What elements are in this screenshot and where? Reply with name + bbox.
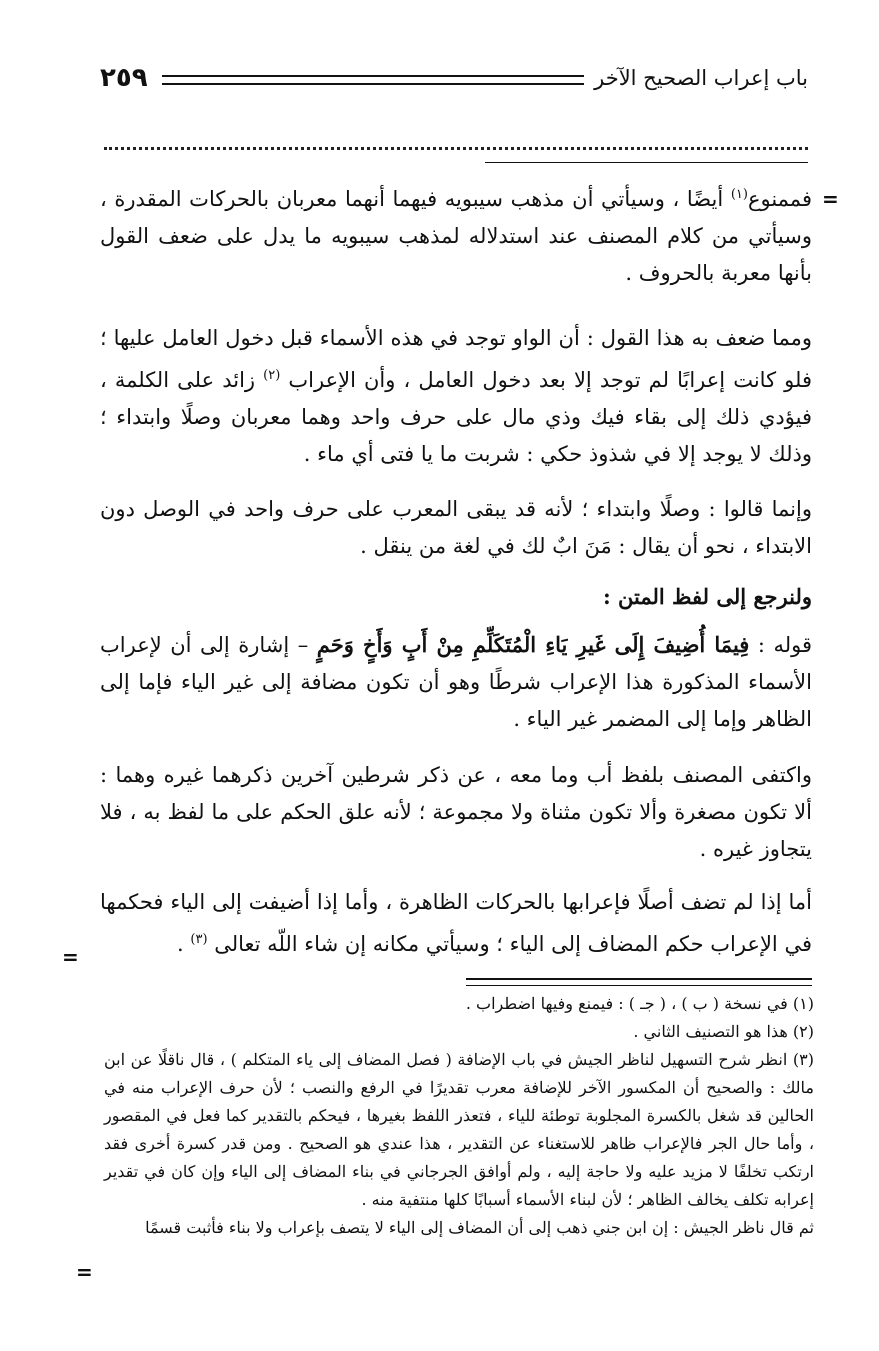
- page-header: [100, 58, 808, 98]
- footnote-ref-3: (٣): [190, 932, 208, 947]
- footnote-divider: [466, 978, 812, 986]
- paragraph-3-text: وإنما قالوا : وصلًا وابتداء ؛ لأنه قد يبقى المعرب على حرف واحد في الوصل دون الابتداء ، نحو أن يقال : مَنَ ابٌ لك في لغة من ينقل .: [100, 497, 812, 558]
- footnote-2: (٢) هذا هو التصنيف الثاني .: [633, 1022, 814, 1041]
- paragraph-1: [100, 176, 812, 292]
- chapter-title: باب إعراب الصحيح الآخر: [594, 66, 808, 90]
- section-heading: [100, 578, 812, 615]
- dotted-divider: [104, 147, 808, 150]
- paragraph-1-start: فممنوع: [747, 187, 812, 211]
- short-divider: [485, 162, 808, 163]
- paragraph-7-text: أما إذا لم تضف أصلًا فإعرابها بالحركات الظاهرة ، وأما إذا أضيفت إلى الياء فحكمها في الإعراب حكم المضاف إلى الياء ؛ وسيأتي مكانه إن شاء اللّه تعالى: [100, 890, 812, 956]
- continuation-mark-body-end: =: [62, 945, 79, 969]
- header-rule: [162, 75, 585, 85]
- footnote-ref-2: (٢): [263, 368, 281, 383]
- paragraph-6-text: واكتفى المصنف بلفظ أب وما معه ، عن ذكر شرطين آخرين ذكرهما غيره وهما : ألا تكون مصغرة وألا تكون مثناة ولا مجموعة ؛ لأنه علق الحكم على ما لفظ به ، فلا يتجاوز غيره .: [100, 763, 812, 861]
- paragraph-7: [100, 884, 812, 963]
- paragraph-3: [100, 491, 812, 565]
- paragraph-6: [100, 757, 812, 868]
- footnote-1: (١) في نسخة ( ب ) ، ( جـ ) : فيمنع وفيها اضطراب .: [465, 994, 814, 1013]
- continuation-mark: =: [822, 187, 839, 211]
- paragraph-7-end: .: [177, 932, 191, 956]
- page-number: ٢٥٩: [100, 63, 148, 93]
- paragraph-1-text: أيضًا ، وسيأتي أن مذهب سيبويه فيهما أنهما معربان بالحركات المقدرة ، وسيأتي من كلام المصنف عند استدلاله لمذهب سيبويه ما يدل على ضعف القول بأنها معربة بالحروف .: [100, 187, 812, 285]
- section-heading-text: ولنرجع إلى لفظ المتن :: [602, 584, 812, 609]
- paragraph-5-text: – إشارة إلى أن لإعراب الأسماء المذكورة هذا الإعراب شرطًا وهو أن تكون مضافة إلى غير الياء فإما إلى الظاهر وإما إلى المضمر غير الياء .: [100, 633, 812, 731]
- continuation-mark-footnote: =: [76, 1260, 93, 1284]
- paragraph-2-text: زائد على الكلمة ، فيؤدي ذلك إلى بقاء فيك وذي مال على حرف واحد وهما معربان وصلًا وابتداء ؛ وذلك لا يوجد إلا في شذوذ حكي : شربت ما يا فتى أي ماء .: [100, 368, 812, 466]
- paragraph-5-start: قوله :: [749, 633, 812, 657]
- paragraph-5: [100, 626, 812, 738]
- footnote-ref-1: (١): [730, 187, 748, 202]
- footnotes: [104, 990, 814, 1242]
- footnote-3-continuation: ثم قال ناظر الجيش : إن ابن جني ذهب إلى أن المضاف إلى الياء لا يتصف بإعراب ولا بناء فأثبت قسمًا: [145, 1218, 814, 1237]
- paragraph-2: [100, 320, 812, 473]
- paragraph-2-start: ومما ضعف به هذا القول : أن الواو توجد في هذه الأسماء قبل دخول العامل عليها ؛ فلو كانت إعرابًا لم توجد إلا بعد دخول العامل ، وأن الإعراب: [100, 326, 812, 392]
- matn-quote: فِيمَا أُضِيفَ إِلَى غَيرِ يَاءِ الْمُتَكَلِّمِ مِنْ أَبٍ وَأَخٍ وَحَمٍ: [316, 632, 750, 657]
- footnote-3: (٣) انظر شرح التسهيل لناظر الجيش في باب الإضافة ( فصل المضاف إلى ياء المتكلم ) ، قال ناقلًا عن ابن مالك : والصحيح أن المكسور الآخر للإضافة معرب تقديرًا في الرفع والنصب ؛ لأن حرف الإعراب منه في الحالين قد شغل بالكسرة المجلوبة توطئة للياء ، فتعذر اللفظ بغيرها ، فيحكم بالتقدير كما فعل في المقصور ، وأما حال الجر فالإعراب ظاهر للاستغناء عن التقدير ، هذا عندي هو الصحيح . ومن قدر كسرة أخرى فقد ارتكب تخلفًا لا مزيد عليه ولا حاجة إليه ، ولم أوافق الجرجاني في بناء المضاف إلى الياء وإن كان في تقدير إعرابه تكلف يخالف الظاهر ؛ لأن لبناء الأسماء أسبابًا كلها منتفية منه .: [104, 1050, 815, 1209]
